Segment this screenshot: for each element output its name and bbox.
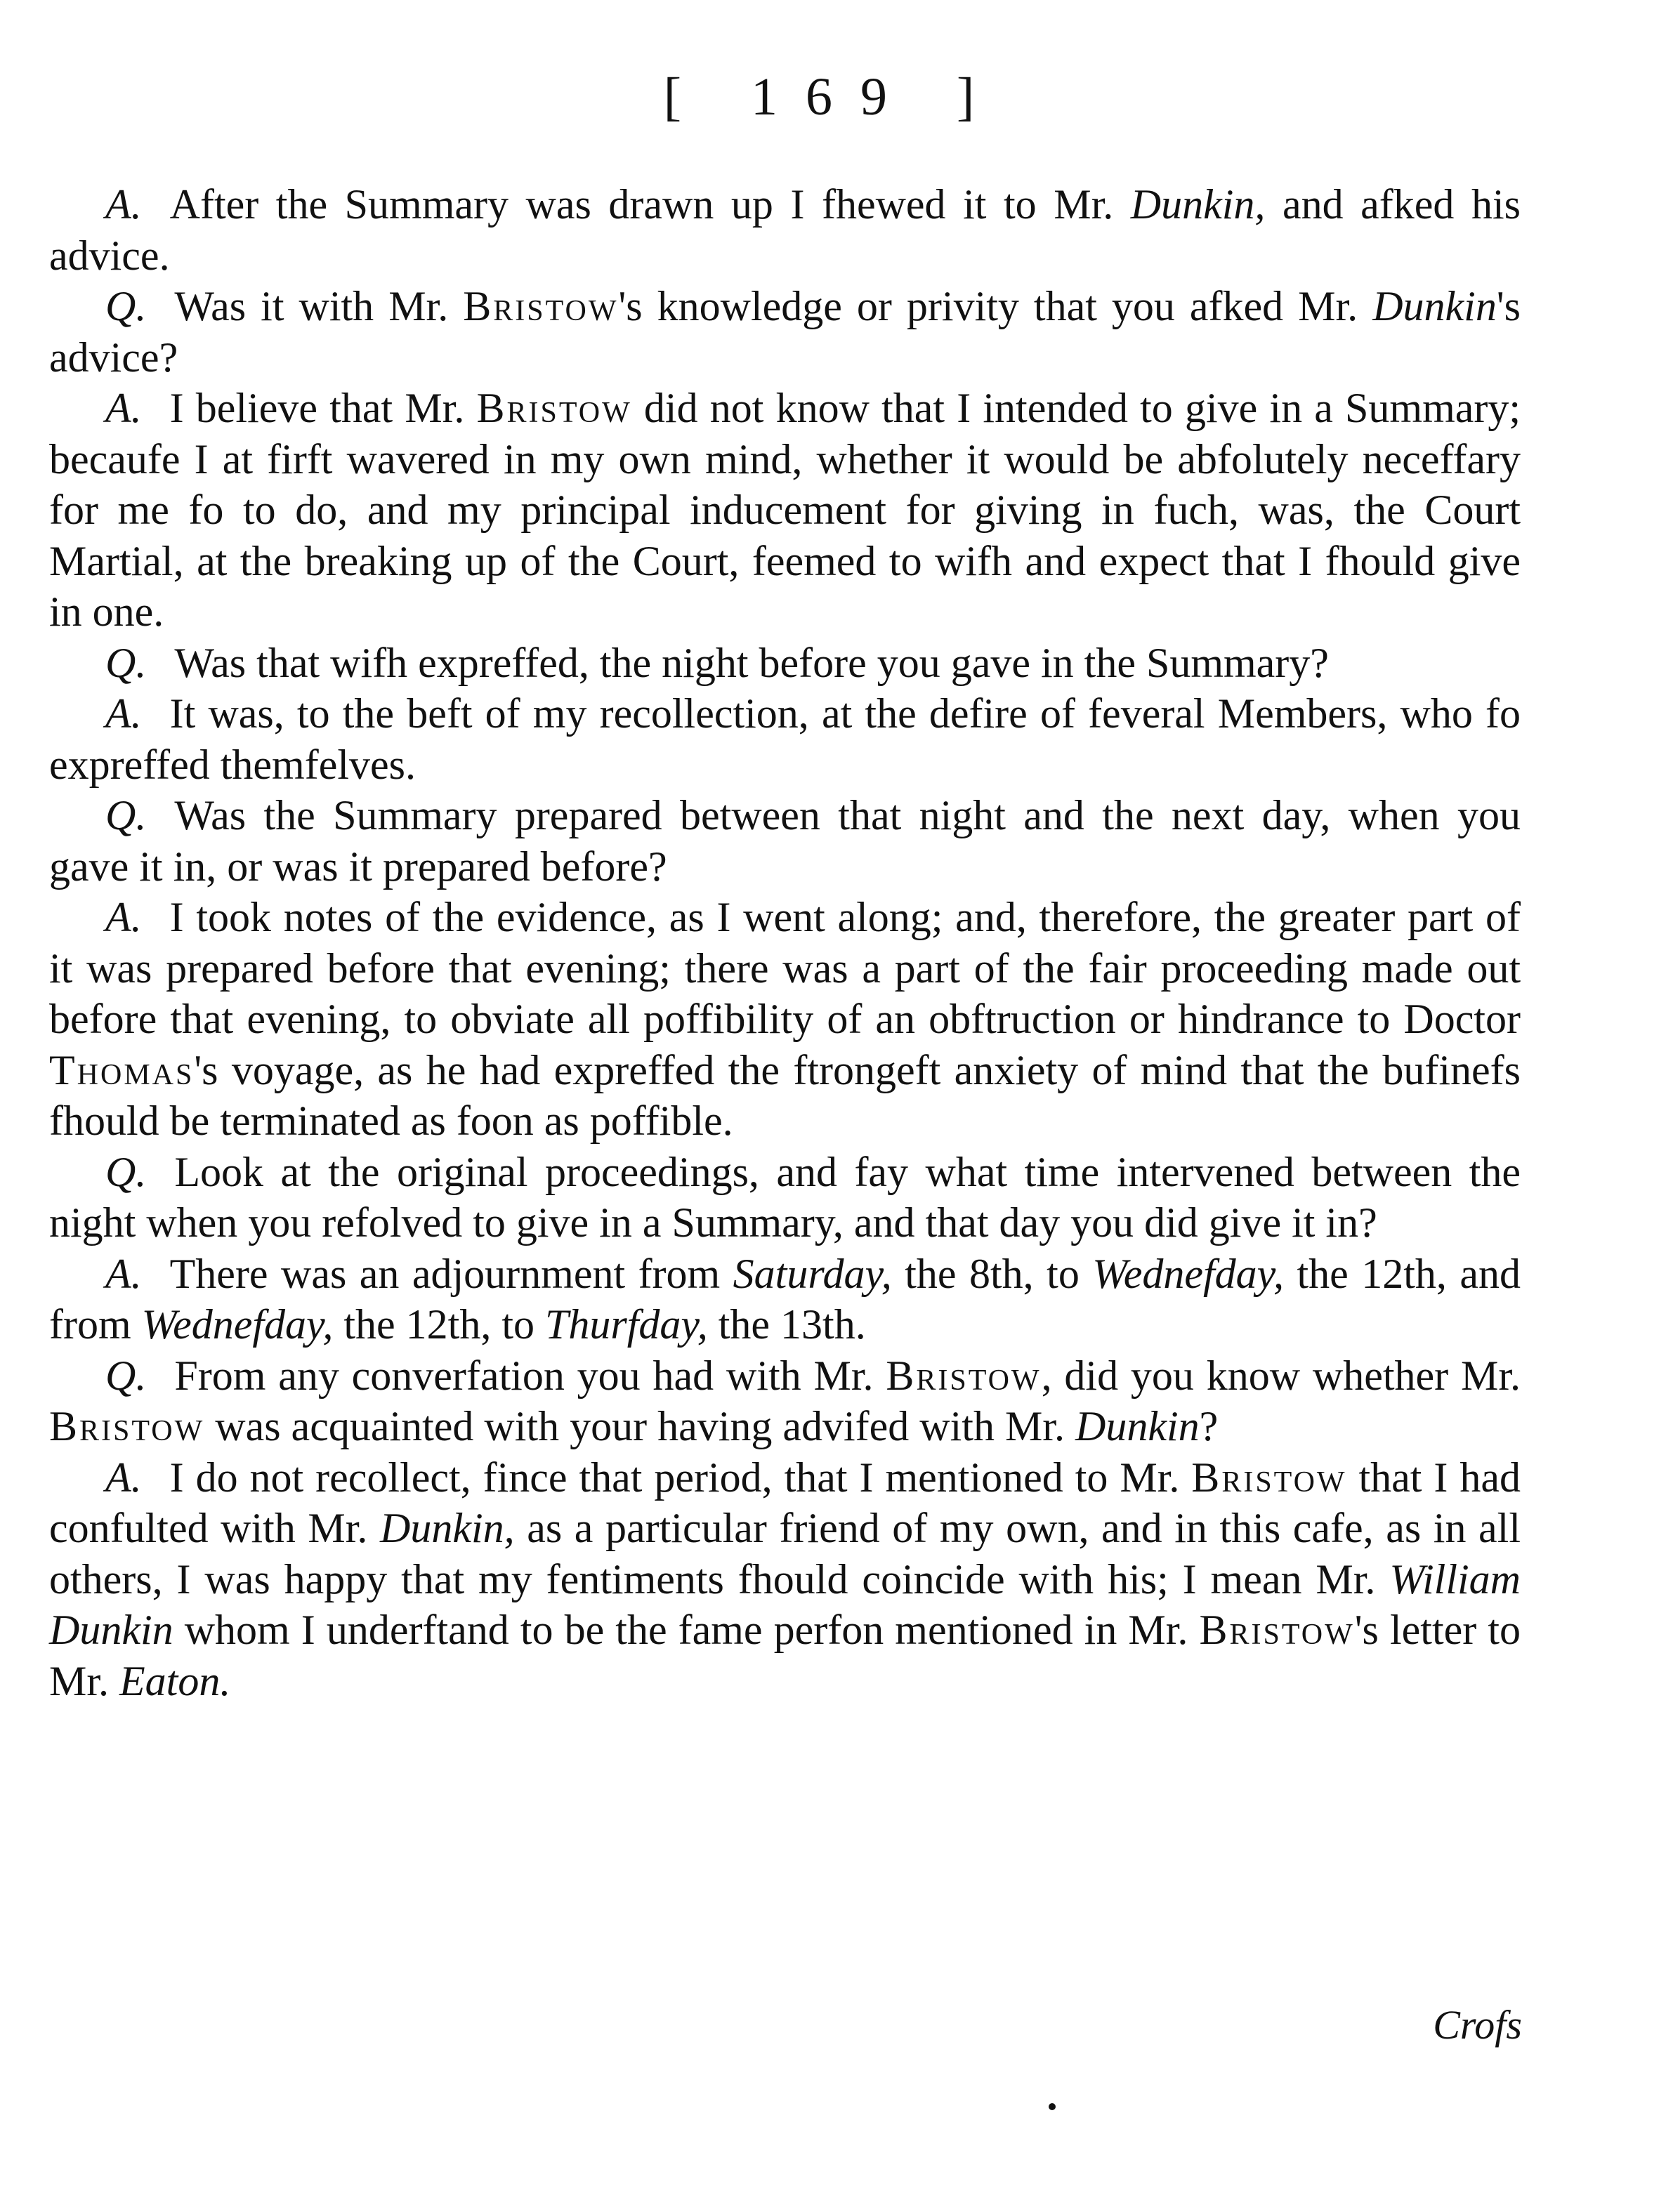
speaker-label: A. xyxy=(105,894,142,940)
speaker-label: Q. xyxy=(105,639,147,686)
text-segment: as a particular friend of my own, and in this cafe, as in all others, I was happy that my fentiments fhould coincide with his; I mean Mr. xyxy=(49,1505,1521,1602)
testimony-paragraph xyxy=(49,179,1521,281)
text-segment: 's advice? xyxy=(49,283,1521,381)
text-segment: Thomas xyxy=(49,1046,195,1093)
text-segment: Thurfday, xyxy=(545,1301,708,1348)
text-segment: Was the Summary prepared between that night and the next day, when you gave it in, or was it prepared before? xyxy=(49,792,1521,890)
text-segment: Was that wifh expreffed, the night before you gave in the Summary? xyxy=(174,639,1329,686)
text-segment: Bristow xyxy=(49,1403,205,1449)
speaker-label: Q. xyxy=(105,792,147,838)
text-segment: the 12th, and from xyxy=(49,1250,1521,1348)
text-segment: whom I underftand to be the fame perfon mentioned in Mr. xyxy=(173,1607,1200,1653)
text-segment: I believe that Mr. xyxy=(169,385,477,431)
text-segment: Dunkin, xyxy=(380,1505,515,1551)
text-segment: 's letter to Mr. xyxy=(49,1607,1521,1704)
text-segment: Bristow xyxy=(1199,1607,1355,1653)
text-segment: the 13th. xyxy=(707,1301,866,1348)
page-number-header: [ 169 ] xyxy=(663,67,1003,126)
text-segment: was acquainted with your having advifed with Mr. xyxy=(204,1403,1075,1449)
text-segment: 's voyage, as he had expreffed the ftrongeft anxiety of mind that the bufinefs fhould be terminated as foon as poffible. xyxy=(49,1046,1521,1144)
text-segment: did not know that I intended to give in a Summary; becaufe I at firft wavered in my own mind, whether it would be abfolutely neceffary for me fo to do, and my principal inducement for giving in fuch, was, the Court Martial, at the breaking up of the Court, feemed to wifh and expect that I fhould give in one. xyxy=(49,385,1521,635)
text-segment: Bristow xyxy=(1191,1454,1347,1501)
text-segment: It was, to the beft of my recollection, at the defire of feveral Members, who fo expreffed themfelves. xyxy=(49,690,1521,788)
speaker-label: Q. xyxy=(105,1148,147,1195)
text-segment: William Dunkin xyxy=(49,1555,1521,1653)
text-segment: I took notes of the evidence, as I went along; and, therefore, the greater part of it was prepared before that evening; there was a part of the fair proceeding made out before that evening, to obviate all poffibility of an obftruction or hindrance to Doctor xyxy=(49,894,1521,1042)
text-segment: the 12th, to xyxy=(333,1301,546,1348)
testimony-paragraph xyxy=(49,638,1521,689)
speaker-label: A. xyxy=(105,385,142,431)
text-segment: Bristow xyxy=(463,283,619,329)
text-segment: Was it with Mr. xyxy=(174,283,464,329)
testimony-paragraph xyxy=(49,892,1521,1147)
testimony-text xyxy=(49,179,1521,1706)
testimony-paragraph xyxy=(49,1452,1521,1707)
text-segment: Dunkin xyxy=(1075,1403,1200,1449)
testimony-paragraph xyxy=(49,281,1521,383)
testimony-paragraph xyxy=(49,1249,1521,1350)
text-segment: that I had confulted with Mr. xyxy=(49,1454,1521,1551)
text-segment: Bristow xyxy=(886,1352,1042,1399)
printing-speck xyxy=(1049,2103,1056,2110)
text-segment: ? xyxy=(1199,1403,1219,1449)
text-segment: There was an adjournment from xyxy=(169,1250,733,1297)
testimony-paragraph xyxy=(49,790,1521,892)
testimony-paragraph xyxy=(49,688,1521,790)
speaker-label: A. xyxy=(105,690,142,737)
text-segment: Eaton. xyxy=(119,1657,231,1704)
text-segment: , did you know whether Mr. xyxy=(1041,1352,1521,1399)
testimony-paragraph xyxy=(49,1350,1521,1452)
text-segment: After the Summary was drawn up I fhewed it to Mr. xyxy=(169,181,1131,228)
text-segment: and afked his advice. xyxy=(49,181,1521,279)
text-segment: 's knowledge or privity that you afked Mr. xyxy=(618,283,1373,329)
text-segment: From any converfation you had with Mr. xyxy=(174,1352,886,1399)
testimony-paragraph xyxy=(49,1147,1521,1249)
text-segment: Saturday, xyxy=(733,1250,892,1297)
text-segment: I do not recollect, fince that period, that I mentioned to Mr. xyxy=(169,1454,1192,1501)
text-segment: Wednefday, xyxy=(1092,1250,1285,1297)
text-segment: Bristow xyxy=(476,385,632,431)
text-segment: Dunkin xyxy=(1372,283,1497,329)
testimony-paragraph xyxy=(49,383,1521,638)
speaker-label: Q. xyxy=(105,283,147,329)
speaker-label: Q. xyxy=(105,1352,147,1399)
catchword: Crofs xyxy=(1433,2002,1522,2048)
speaker-label: A. xyxy=(105,1250,142,1297)
speaker-label: A. xyxy=(105,181,142,228)
text-segment: the 8th, to xyxy=(891,1250,1093,1297)
speaker-label: A. xyxy=(105,1454,142,1501)
text-segment: Wednefday, xyxy=(141,1301,334,1348)
text-segment: Look at the original proceedings, and fay what time intervened between the night when you refolved to give in a Summary, and that day you did give it in? xyxy=(49,1148,1521,1246)
text-segment: Dunkin, xyxy=(1130,181,1266,228)
